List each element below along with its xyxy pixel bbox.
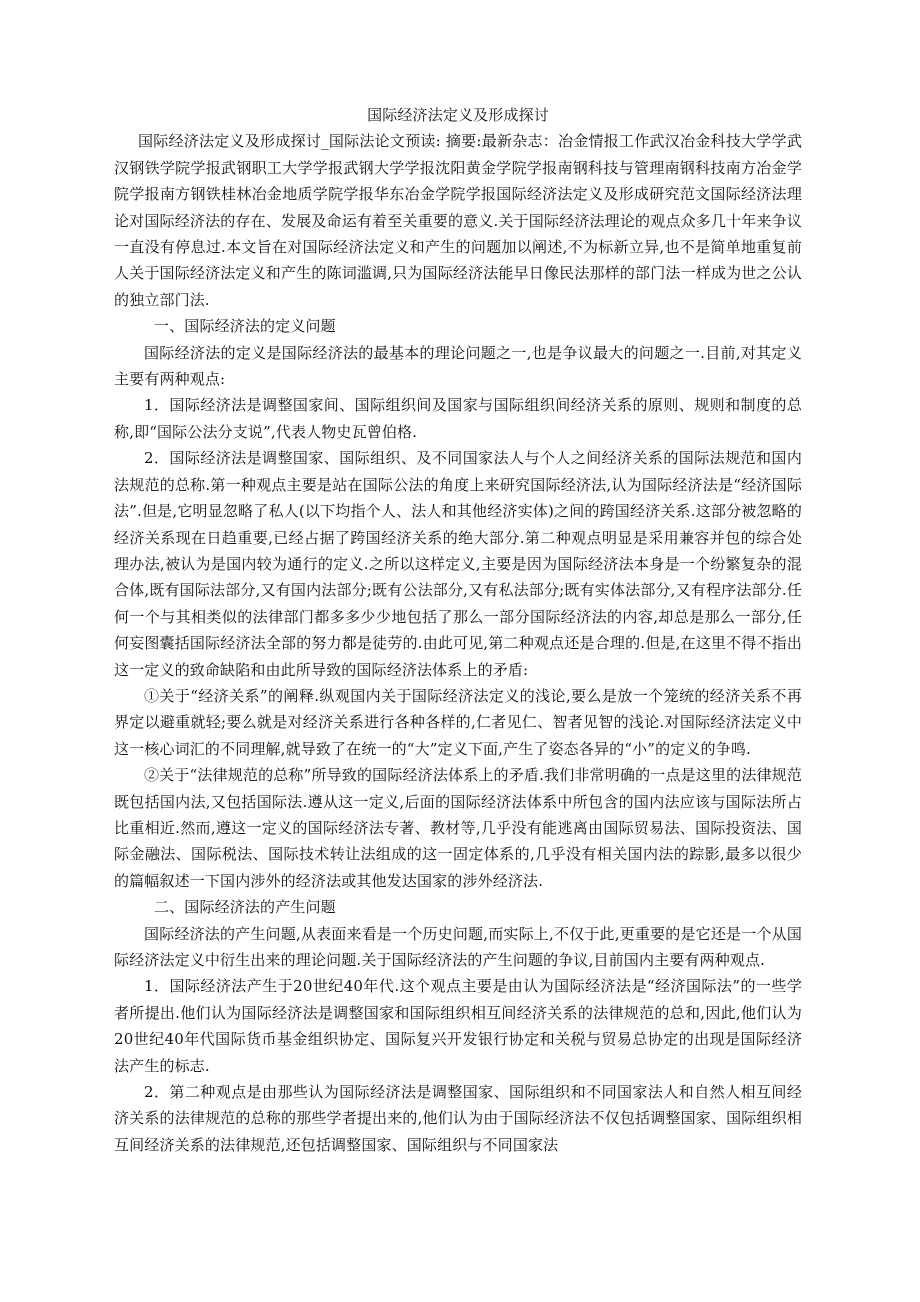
body-paragraph: ①关于“经济关系”的阐释.纵观国内关于国际经济法定义的浅论,要么是放一个笼统的经济关系不再界定以避重就轻;要么就是对经济关系进行各种各样的,仁者见仁、智者见智的浅论.对国际经济法定义中这一核心词汇的不同理解,就导致了在统一的“大”定义下面,产生了姿态各异的“小”的定义的争鸣. <box>114 686 802 758</box>
body-paragraph: 1．国际经济法产生于20世纪40年代.这个观点主要是由认为国际经济法是“经济国际法”的一些学者所提出.他们认为国际经济法是调整国家和国际组织相互间经济关系的法律规范的总和,因此,他们认为20世纪40年代国际货币基金组织协定、国际复兴开发银行协定和关税与贸易总协定的出现是国际经济法产生的标志. <box>114 977 802 1075</box>
body-paragraph: 1．国际经济法是调整国家间、国际组织间及国家与国际组织间经济关系的原则、规则和制度的总称,即“国际公法分支说”,代表人物史瓦曾伯格. <box>114 396 802 441</box>
body-paragraph: 国际经济法的定义是国际经济法的最基本的理论问题之一,也是争议最大的问题之一.目前,对其定义主要有两种观点: <box>114 343 802 389</box>
body-paragraph: 国际经济法的产生问题,从表面来看是一个历史问题,而实际上,不仅于此,更重要的是它还是一个从国际经济法定义中衍生出来的理论问题.关于国际经济法的产生问题的争议,目前国内主要有两种观点. <box>114 924 802 969</box>
section-heading-definition: 一、国际经济法的定义问题 <box>154 317 336 336</box>
document-title: 国际经济法定义及形成探讨 <box>367 106 549 124</box>
section-heading-origin: 二、国际经济法的产生问题 <box>154 898 336 917</box>
body-paragraph: 2．第二种观点是由那些认为国际经济法是调整国家、国际组织和不同国家法人和自然人相互间经济关系的法律规范的总称的那些学者提出来的,他们认为由于国际经济法不仅包括调整国家、国际组织相互间经济关系的法律规范,还包括调整国家、国际组织与不同国家法 <box>114 1083 802 1154</box>
abstract-paragraph: 国际经济法定义及形成探讨_国际法论文预读: 摘要:最新杂志：冶金情报工作武汉冶金科技大学学武汉钢铁学院学报武钢职工大学学报武钢大学学报沈阳黄金学院学报南钢科技与管理南钢科技南方冶金学院学报南方钢铁桂林冶金地质学院学报华东冶金学院学报国际经济法定义及形成研究范文国际经济法理论对国际经济法的存在、发展及命运有着至关重要的意义.关于国际经济法理论的观点众多几十年来争议一直没有停息过.本文旨在对国际经济法定义和产生的问题加以阐述,不为标新立异,也不是简单地重复前人关于国际经济法定义和产生的陈词滥调,只为国际经济法能早日像民法那样的部门法一样成为世之公认的独立部门法. <box>114 132 802 309</box>
body-paragraph: ②关于“法律规范的总称”所导致的国际经济法体系上的矛盾.我们非常明确的一点是这里的法律规范既包括国内法,又包括国际法.遵从这一定义,后面的国际经济法体系中所包含的国内法应该与国际法所占比重相近.然而,遵这一定义的国际经济法专著、教材等,几乎没有能逃离由国际贸易法、国际投资法、国际金融法、国际税法、国际技术转让法组成的这一固定体系的,几乎没有相关国内法的踪影,最多以很少的篇幅叙述一下国内涉外的经济法或其他发达国家的涉外经济法. <box>114 766 802 890</box>
body-paragraph: 2．国际经济法是调整国家、国际组织、及不同国家法人与个人之间经济关系的国际法规范和国内法规范的总称.第一种观点主要是站在国际公法的角度上来研究国际经济法,认为国际经济法是“经济国际法”.但是,它明显忽略了私人(以下均指个人、法人和其他经济实体)之间的跨国经济关系.这部分被忽略的经济关系现在日趋重要,已经占据了跨国经济关系的绝大部分.第二种观点明显是采用兼容并包的综合处理办法,被认为是国内较为通行的定义.之所以这样定义,主要是因为国际经济法本身是一个纷繁复杂的混合体,既有国际法部分,又有国内法部分;既有公法部分,又有私法部分;既有实体法部分,又有程序法部分.任何一个与其相类似的法律部门都多多少少地包括了那么一部分国际经济法的内容,却总是那么一部分,任何妄图囊括国际经济法全部的努力都是徒劳的.由此可见,第二种观点还是合理的.但是,在这里不得不指出这一定义的致命缺陷和由此所导致的国际经济法体系上的矛盾: <box>114 449 802 679</box>
document-page <box>114 102 802 1158</box>
